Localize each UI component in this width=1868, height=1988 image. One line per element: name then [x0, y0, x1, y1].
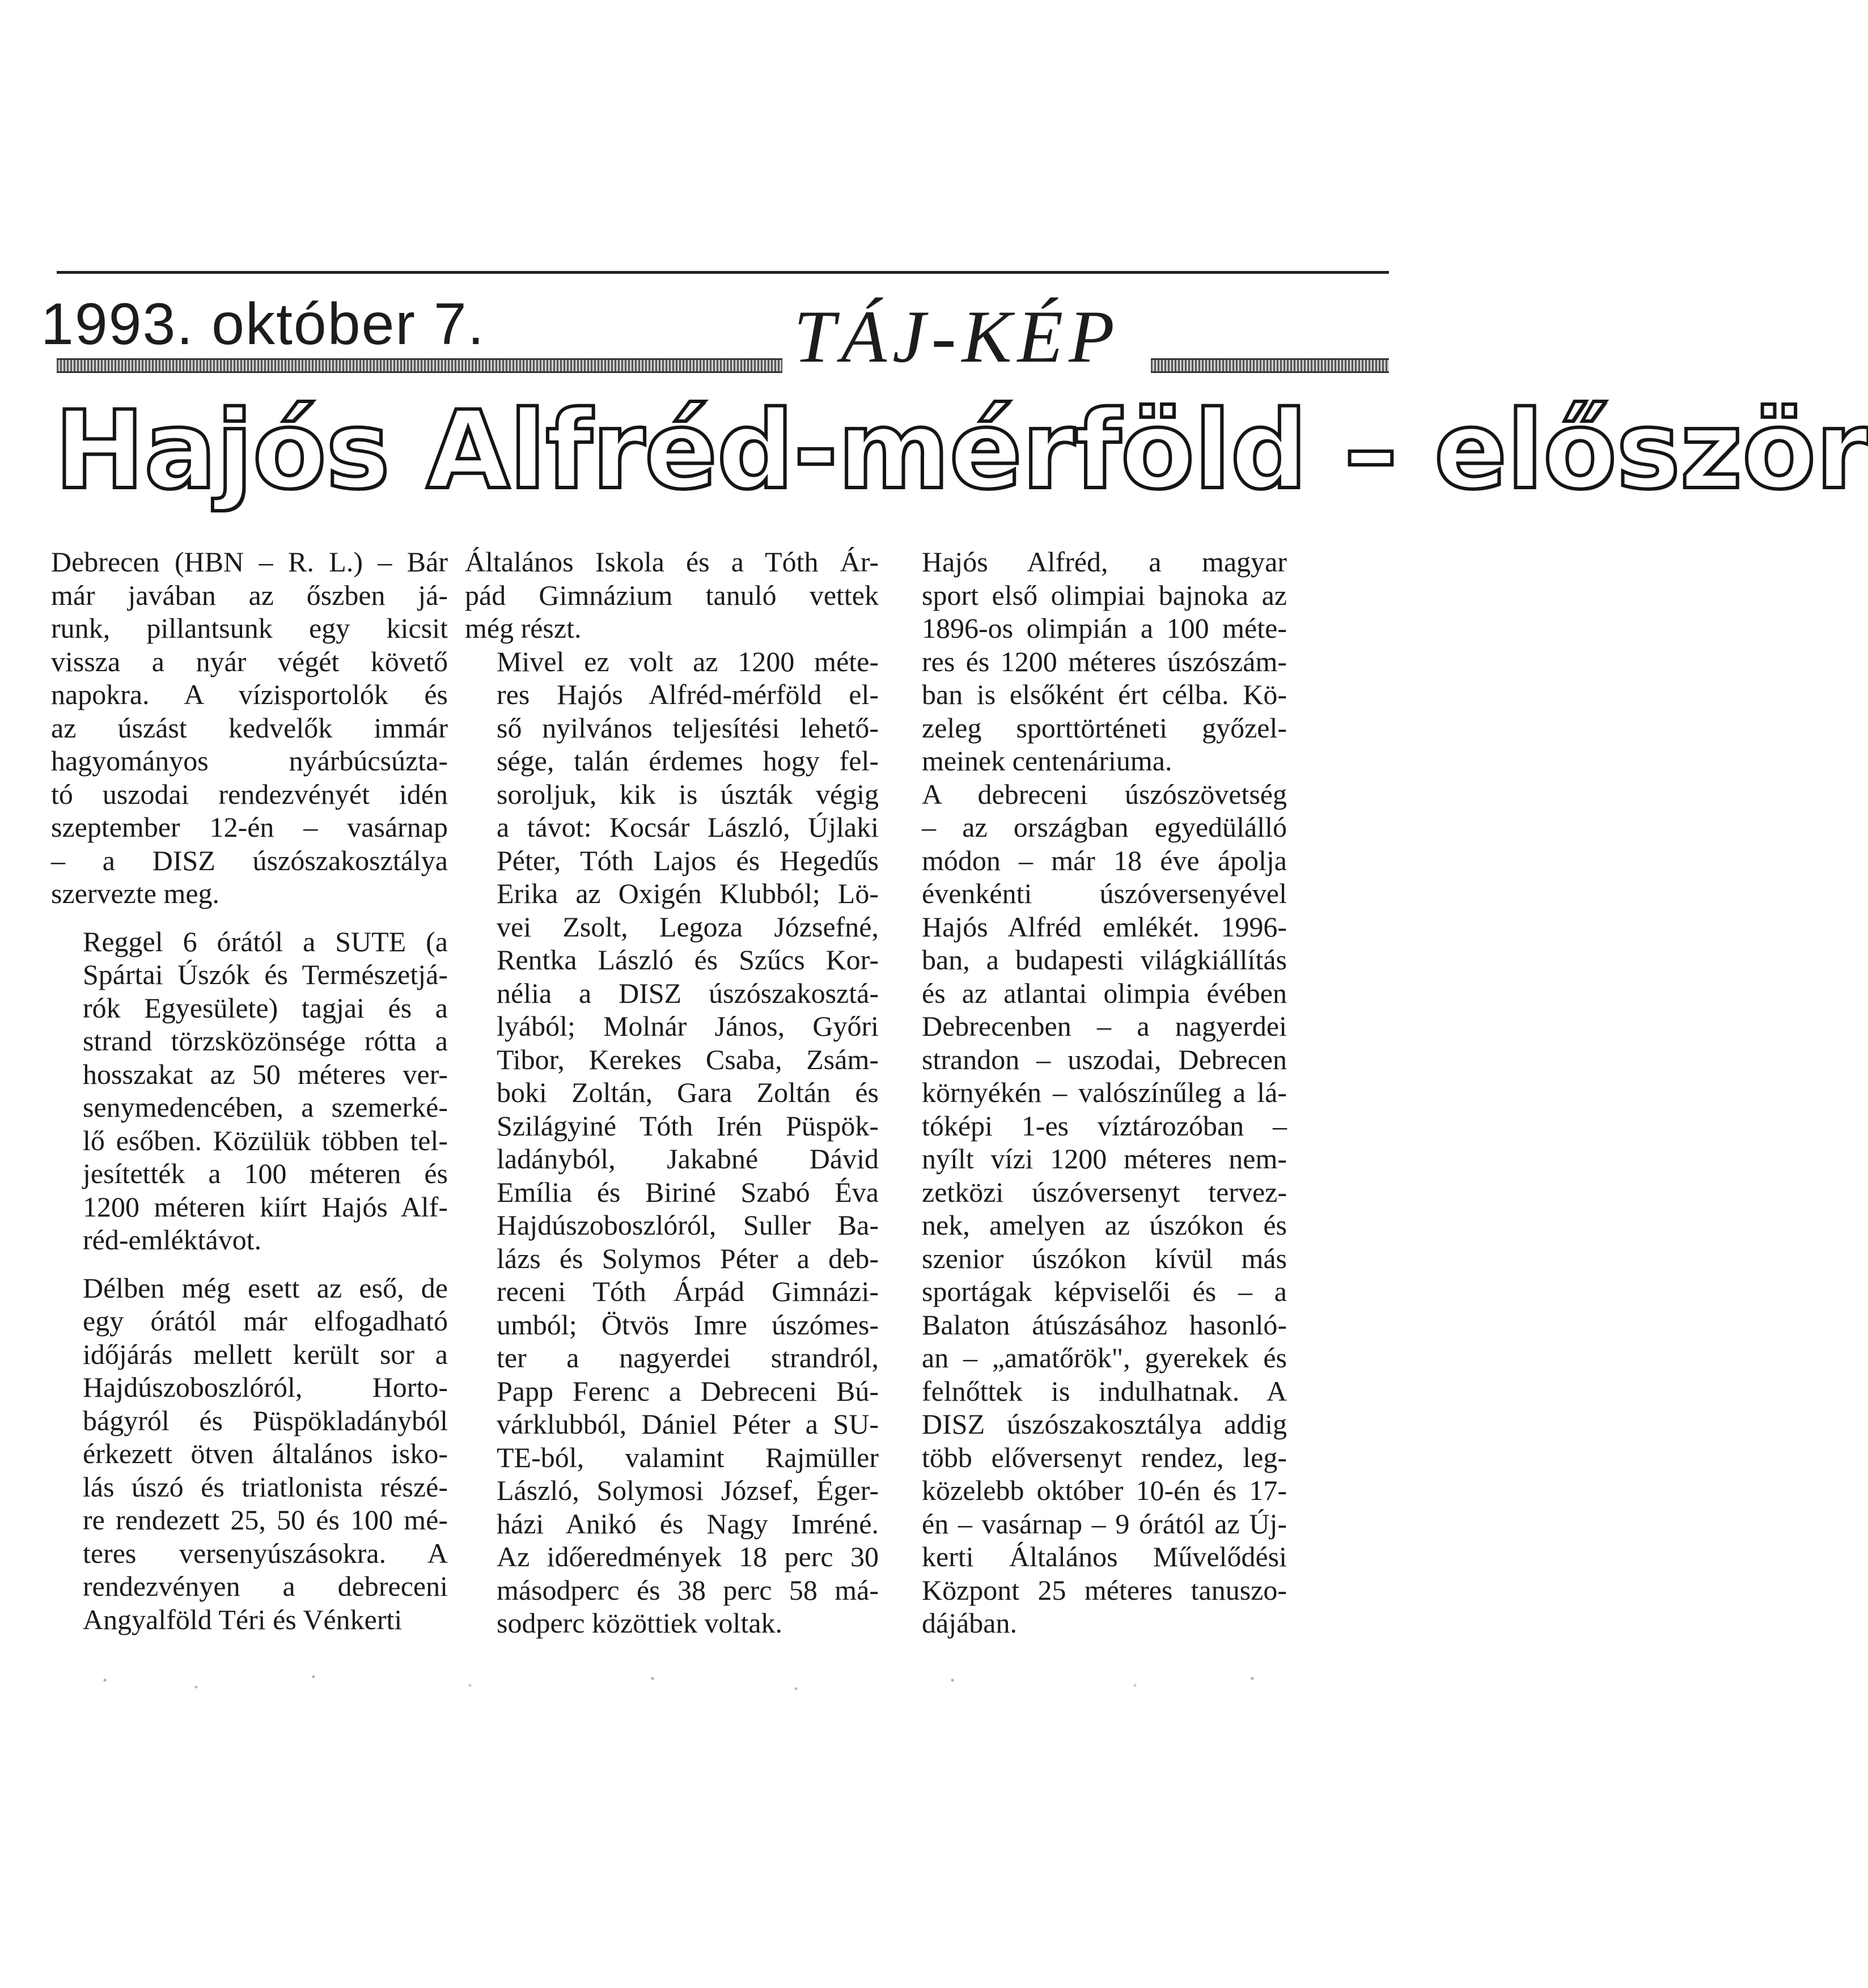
- text-line: Debrecen (HBN – R. L.) – Bár: [51, 546, 448, 578]
- text-line: Hajdúszoboszlóról, Suller Ba-: [497, 1209, 879, 1241]
- text-line: tó uszodai rendezvényét idén: [51, 778, 448, 810]
- text-line: rendezvényen a debreceni: [83, 1570, 448, 1602]
- text-line: strandon – uszodai, Debrecen: [922, 1043, 1287, 1075]
- text-line: már javában az őszben já-: [51, 579, 448, 611]
- article-paragraph: [465, 645, 879, 1640]
- text-line: ter a nagyerdei strandról,: [497, 1342, 879, 1374]
- text-line: lás úszó és triatlonista részé-: [83, 1470, 448, 1503]
- text-line: re rendezett 25, 50 és 100 mé-: [83, 1504, 448, 1536]
- text-line: felnőttek is indulhatnak. A: [922, 1375, 1287, 1407]
- text-line: 1200 méteren kiírt Hajós Alf-: [83, 1190, 448, 1223]
- text-line: 1896-os olimpián a 100 méte-: [922, 612, 1287, 644]
- article-paragraph: [51, 1271, 448, 1637]
- text-line: rók Egyesülete) tagjai és a: [83, 991, 448, 1024]
- text-line: dájában.: [922, 1607, 1017, 1639]
- text-line: senymedencében, a szemerké-: [83, 1091, 448, 1123]
- text-line: Szilágyiné Tóth Irén Püspök-: [497, 1109, 879, 1142]
- article-paragraph: [51, 545, 448, 910]
- text-line: Mivel ez volt az 1200 méte-: [497, 645, 879, 677]
- text-line: soroljuk, kik is úszták végig: [497, 778, 879, 810]
- text-line: nek, amelyen az úszókon és: [922, 1209, 1287, 1241]
- article-column-1: [51, 545, 448, 1636]
- text-line: pád Gimnázium tanuló vettek: [465, 579, 879, 611]
- text-line: réd-emléktávot.: [83, 1224, 262, 1256]
- text-line: és az atlantai olimpia évében: [922, 977, 1287, 1009]
- text-line: Debrecenben – a nagyerdei: [922, 1010, 1287, 1042]
- text-line: Hajós Alfréd emlékét. 1996-: [922, 910, 1287, 943]
- text-line: runk, pillantsunk egy kicsit: [51, 612, 448, 644]
- text-line: teres versenyúszásokra. A: [83, 1537, 448, 1569]
- text-line: Reggel 6 órától a SUTE (a: [83, 925, 448, 957]
- text-line: – a DISZ úszószakosztálya: [51, 844, 448, 876]
- text-line: hosszakat az 50 méteres ver-: [83, 1058, 448, 1090]
- text-line: meinek centenáriuma.: [922, 745, 1172, 777]
- text-line: boki Zoltán, Gara Zoltán és: [497, 1076, 879, 1108]
- text-line: napokra. A vízisportolók és: [51, 679, 448, 710]
- text-line: szeptember 12-én – vasárnap: [51, 811, 448, 843]
- text-line: ban is elsőként ért célba. Kö-: [922, 679, 1287, 710]
- text-line: lázs és Solymos Péter a deb-: [497, 1242, 879, 1274]
- text-line: Balaton átúszásához hasonló-: [922, 1308, 1287, 1341]
- text-line: közelebb október 10-én és 17-: [922, 1474, 1287, 1506]
- text-line: res Hajós Alfréd-mérföld el-: [497, 679, 879, 710]
- article-column-2: [465, 545, 879, 1640]
- scan-noise-footer: [40, 1667, 1344, 1701]
- text-line: Hajdúszoboszlóról, Horto-: [83, 1371, 448, 1403]
- text-line: nélia a DISZ úszószakosztá-: [497, 977, 879, 1009]
- text-line: umból; Ötvös Imre úszómes-: [497, 1308, 879, 1341]
- section-label: TÁJ-KÉP: [794, 295, 1120, 378]
- text-line: ső nyilvános teljesítési lehető-: [497, 711, 879, 744]
- text-line: várklubból, Dániel Péter a SU-: [497, 1408, 879, 1440]
- text-line: zeleg sporttörténeti győzel-: [922, 711, 1287, 744]
- text-line: jesítették a 100 méteren és: [83, 1158, 448, 1189]
- text-line: Angyalföld Téri és Vénkerti: [83, 1603, 403, 1635]
- text-line: szenior úszókon kívül más: [922, 1242, 1287, 1274]
- text-line: Emília és Biriné Szabó Éva: [497, 1176, 879, 1208]
- text-line: Tibor, Kerekes Csaba, Zsám-: [497, 1043, 879, 1075]
- text-line: még részt.: [465, 612, 582, 644]
- text-line: vei Zsolt, Legoza Józsefné,: [497, 910, 879, 943]
- text-line: Papp Ferenc a Debreceni Bú-: [497, 1375, 879, 1407]
- text-line: Spártai Úszók és Természetjá-: [83, 959, 448, 990]
- text-line: Központ 25 méteres tanuszo-: [922, 1574, 1287, 1606]
- text-line: nyílt vízi 1200 méteres nem-: [922, 1143, 1287, 1175]
- text-line: Az időeredmények 18 perc 30: [497, 1541, 879, 1572]
- text-line: évenkénti úszóversenyével: [922, 878, 1287, 909]
- text-line: sport első olimpiai bajnoka az: [922, 579, 1287, 611]
- text-line: másodperc és 38 perc 58 má-: [497, 1574, 879, 1606]
- article-paragraph: [890, 778, 1287, 1640]
- text-line: Rentka László és Szűcs Kor-: [497, 944, 879, 976]
- text-line: a távot: Kocsár László, Újlaki: [497, 811, 879, 843]
- text-line: receni Tóth Árpád Gimnázi-: [497, 1275, 879, 1307]
- article-paragraph: [890, 545, 1287, 778]
- text-line: sportágak képviselői és – a: [922, 1275, 1287, 1307]
- text-line: házi Anikó és Nagy Imréné.: [497, 1507, 879, 1540]
- text-line: én – vasárnap – 9 órától az Új-: [922, 1507, 1287, 1540]
- publication-date: 1993. október 7.: [41, 291, 485, 357]
- text-line: Általános Iskola és a Tóth Ár-: [465, 546, 879, 578]
- text-line: hagyományos nyárbúcsúzta-: [51, 745, 448, 777]
- article-headline: Hajós Alfréd-mérföld – először: [54, 388, 1868, 513]
- text-line: tóképi 1-es víztározóban –: [922, 1109, 1287, 1142]
- text-line: lő esőben. Közülük többen tel-: [83, 1124, 448, 1156]
- header-hatched-rule-right: [1151, 358, 1389, 373]
- text-line: – az országban egyedülálló: [922, 811, 1287, 843]
- text-line: az úszást kedvelők immár: [51, 711, 448, 744]
- text-line: szervezte meg.: [51, 878, 220, 909]
- text-line: strand törzsközönsége rótta a: [83, 1025, 448, 1057]
- article-paragraph: [465, 545, 879, 645]
- text-line: bágyról és Püspökladányból: [83, 1404, 448, 1436]
- text-line: környékén – valószínűleg a lá-: [922, 1076, 1287, 1108]
- article-column-3: [890, 545, 1287, 1640]
- text-line: zetközi úszóversenyt tervez-: [922, 1176, 1287, 1208]
- text-line: sége, talán érdemes hogy fel-: [497, 745, 879, 777]
- text-line: Hajós Alfréd, a magyar: [922, 546, 1287, 578]
- text-line: több előversenyt rendez, leg-: [922, 1441, 1287, 1473]
- text-line: A debreceni úszószövetség: [922, 778, 1287, 810]
- text-line: res és 1200 méteres úszószám-: [922, 645, 1287, 677]
- text-line: érkezett ötven általános isko-: [83, 1438, 448, 1469]
- article-paragraph: [51, 925, 448, 1257]
- text-line: Péter, Tóth Lajos és Hegedűs: [497, 844, 879, 876]
- text-line: Délben még esett az eső, de: [83, 1271, 448, 1304]
- text-line: ban, a budapesti világkiállítás: [922, 944, 1287, 976]
- text-line: időjárás mellett került sor a: [83, 1338, 448, 1370]
- text-line: DISZ úszószakosztálya addig: [922, 1408, 1287, 1440]
- header-top-rule: [57, 271, 1389, 274]
- text-line: László, Solymosi József, Éger-: [497, 1474, 879, 1506]
- text-line: sodperc közöttiek voltak.: [497, 1607, 783, 1639]
- text-line: TE-ból, valamint Rajmüller: [497, 1441, 879, 1473]
- text-line: Erika az Oxigén Klubból; Lö-: [497, 878, 879, 909]
- header-hatched-rule-left: [57, 358, 782, 373]
- text-line: kerti Általános Művelődési: [922, 1541, 1287, 1572]
- article-body: [0, 545, 1406, 1656]
- text-line: an – „amatőrök", gyerekek és: [922, 1342, 1287, 1374]
- text-line: vissza a nyár végét követő: [51, 645, 448, 677]
- text-line: egy órától már elfogadható: [83, 1305, 448, 1337]
- text-line: ladányból, Jakabné Dávid: [497, 1143, 879, 1175]
- text-line: módon – már 18 éve ápolja: [922, 844, 1287, 876]
- text-line: lyából; Molnár János, Győri: [497, 1010, 879, 1042]
